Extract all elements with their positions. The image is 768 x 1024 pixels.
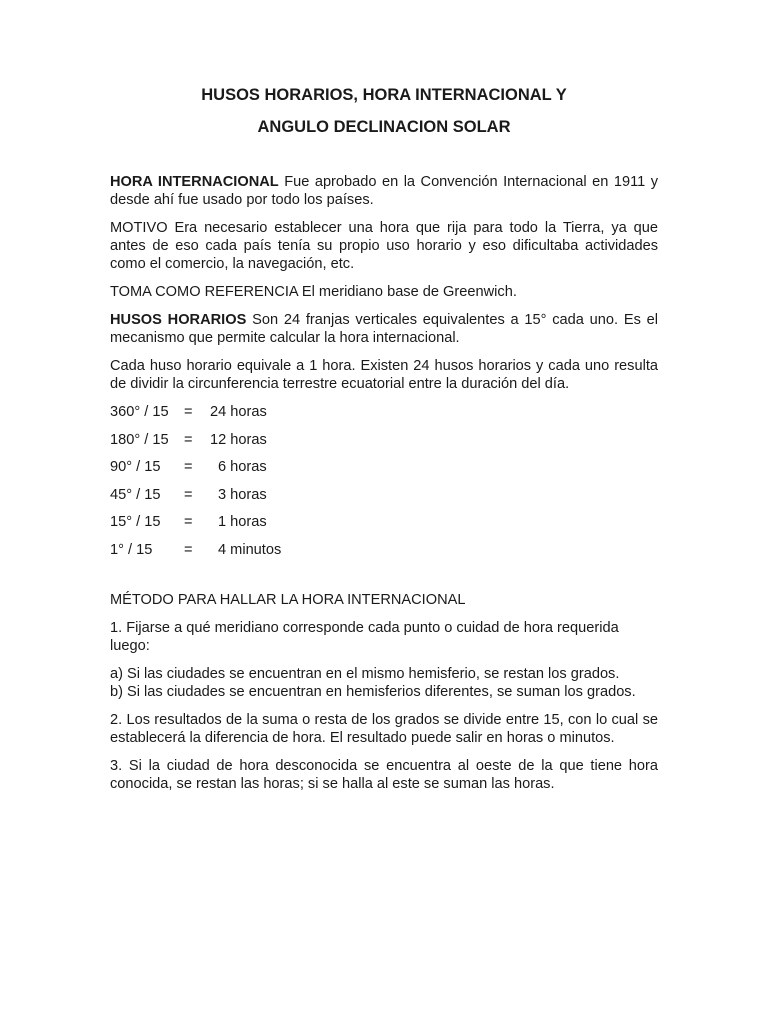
equation-row bbox=[110, 541, 658, 559]
equation-row bbox=[110, 403, 658, 421]
text-hora-internacional: Fue aprobado en la Convención Internacional en 1911 y desde ahí fue usado por todo los países. bbox=[110, 174, 658, 208]
equation-list bbox=[110, 403, 658, 559]
equation-rhs: 3 horas bbox=[218, 486, 267, 503]
equation-lhs: 15° / 15 bbox=[110, 514, 161, 531]
equation-lhs: 45° / 15 bbox=[110, 486, 161, 503]
method-step-a: a) Si las ciudades se encuentran en el mismo hemisferio, se restan los grados. bbox=[110, 665, 620, 682]
equation-lhs: 90° / 15 bbox=[110, 459, 161, 476]
equation-op: = bbox=[184, 541, 193, 558]
document-title-line2: ANGULO DECLINACION SOLAR bbox=[257, 118, 511, 136]
equation-lhs: 360° / 15 bbox=[110, 404, 169, 420]
equation-rhs: 1 horas bbox=[218, 514, 267, 531]
equation-op: = bbox=[184, 486, 193, 503]
equation-op: = bbox=[184, 431, 193, 448]
equation-op: = bbox=[184, 514, 193, 531]
method-heading: MÉTODO PARA HALLAR LA HORA INTERNACIONAL bbox=[110, 591, 466, 608]
paragraph-toma-referencia: TOMA COMO REFERENCIA El meridiano base de Greenwich. bbox=[110, 284, 517, 300]
equation-rhs: 12 horas bbox=[210, 431, 267, 448]
text-husos-horarios: Son 24 franjas verticales equivalentes a 15° cada uno. Es el mecanismo que permite calcular la hora internacional. bbox=[110, 312, 658, 346]
equation-lhs: 1° / 15 bbox=[110, 541, 153, 558]
spacer bbox=[110, 569, 658, 591]
equation-row bbox=[110, 513, 658, 531]
label-hora-internacional: HORA INTERNACIONAL bbox=[110, 174, 279, 190]
method-step-2: 2. Los resultados de la suma o resta de los grados se divide entre 15, con lo cual se establecerá la diferencia de hora. El resultado puede salir en horas o minutos. bbox=[110, 711, 658, 746]
equation-row bbox=[110, 458, 658, 476]
label-husos-horarios: HUSOS HORARIOS bbox=[110, 312, 247, 328]
equation-lhs: 180° / 15 bbox=[110, 431, 169, 448]
document-page bbox=[110, 85, 658, 803]
equation-op: = bbox=[184, 404, 193, 420]
equation-rhs: 24 horas bbox=[210, 404, 267, 420]
equation-row bbox=[110, 431, 658, 449]
method-step-3: 3. Si la ciudad de hora desconocida se encuentra al oeste de la que tiene hora conocida, se restan las horas; si se halla al este se suman las horas. bbox=[110, 757, 658, 792]
equation-rhs: 4 minutos bbox=[218, 541, 282, 558]
equation-op: = bbox=[184, 459, 193, 476]
equation-rhs: 6 horas bbox=[218, 459, 267, 476]
method-step-1: 1. Fijarse a qué meridiano corresponde cada punto o cuidad de hora requerida luego: bbox=[110, 619, 619, 654]
equation-row bbox=[110, 486, 658, 504]
method-step-b: b) Si las ciudades se encuentran en hemisferios diferentes, se suman los grados. bbox=[110, 683, 636, 700]
paragraph-husos-horarios bbox=[110, 311, 658, 347]
document-title-line1: HUSOS HORARIOS, HORA INTERNACIONAL Y bbox=[201, 86, 567, 104]
paragraph-hora-internacional bbox=[110, 173, 658, 209]
paragraph-motivo: MOTIVO Era necesario establecer una hora que rija para todo la Tierra, ya que antes de eso cada país tenía su propio uso horario y eso dificultaba actividades como el comercio, la navegación, etc. bbox=[110, 220, 658, 272]
paragraph-cada-huso: Cada huso horario equivale a 1 hora. Existen 24 husos horarios y cada uno resulta de dividir la circunferencia terrestre ecuatorial entre la duración del día. bbox=[110, 358, 658, 392]
